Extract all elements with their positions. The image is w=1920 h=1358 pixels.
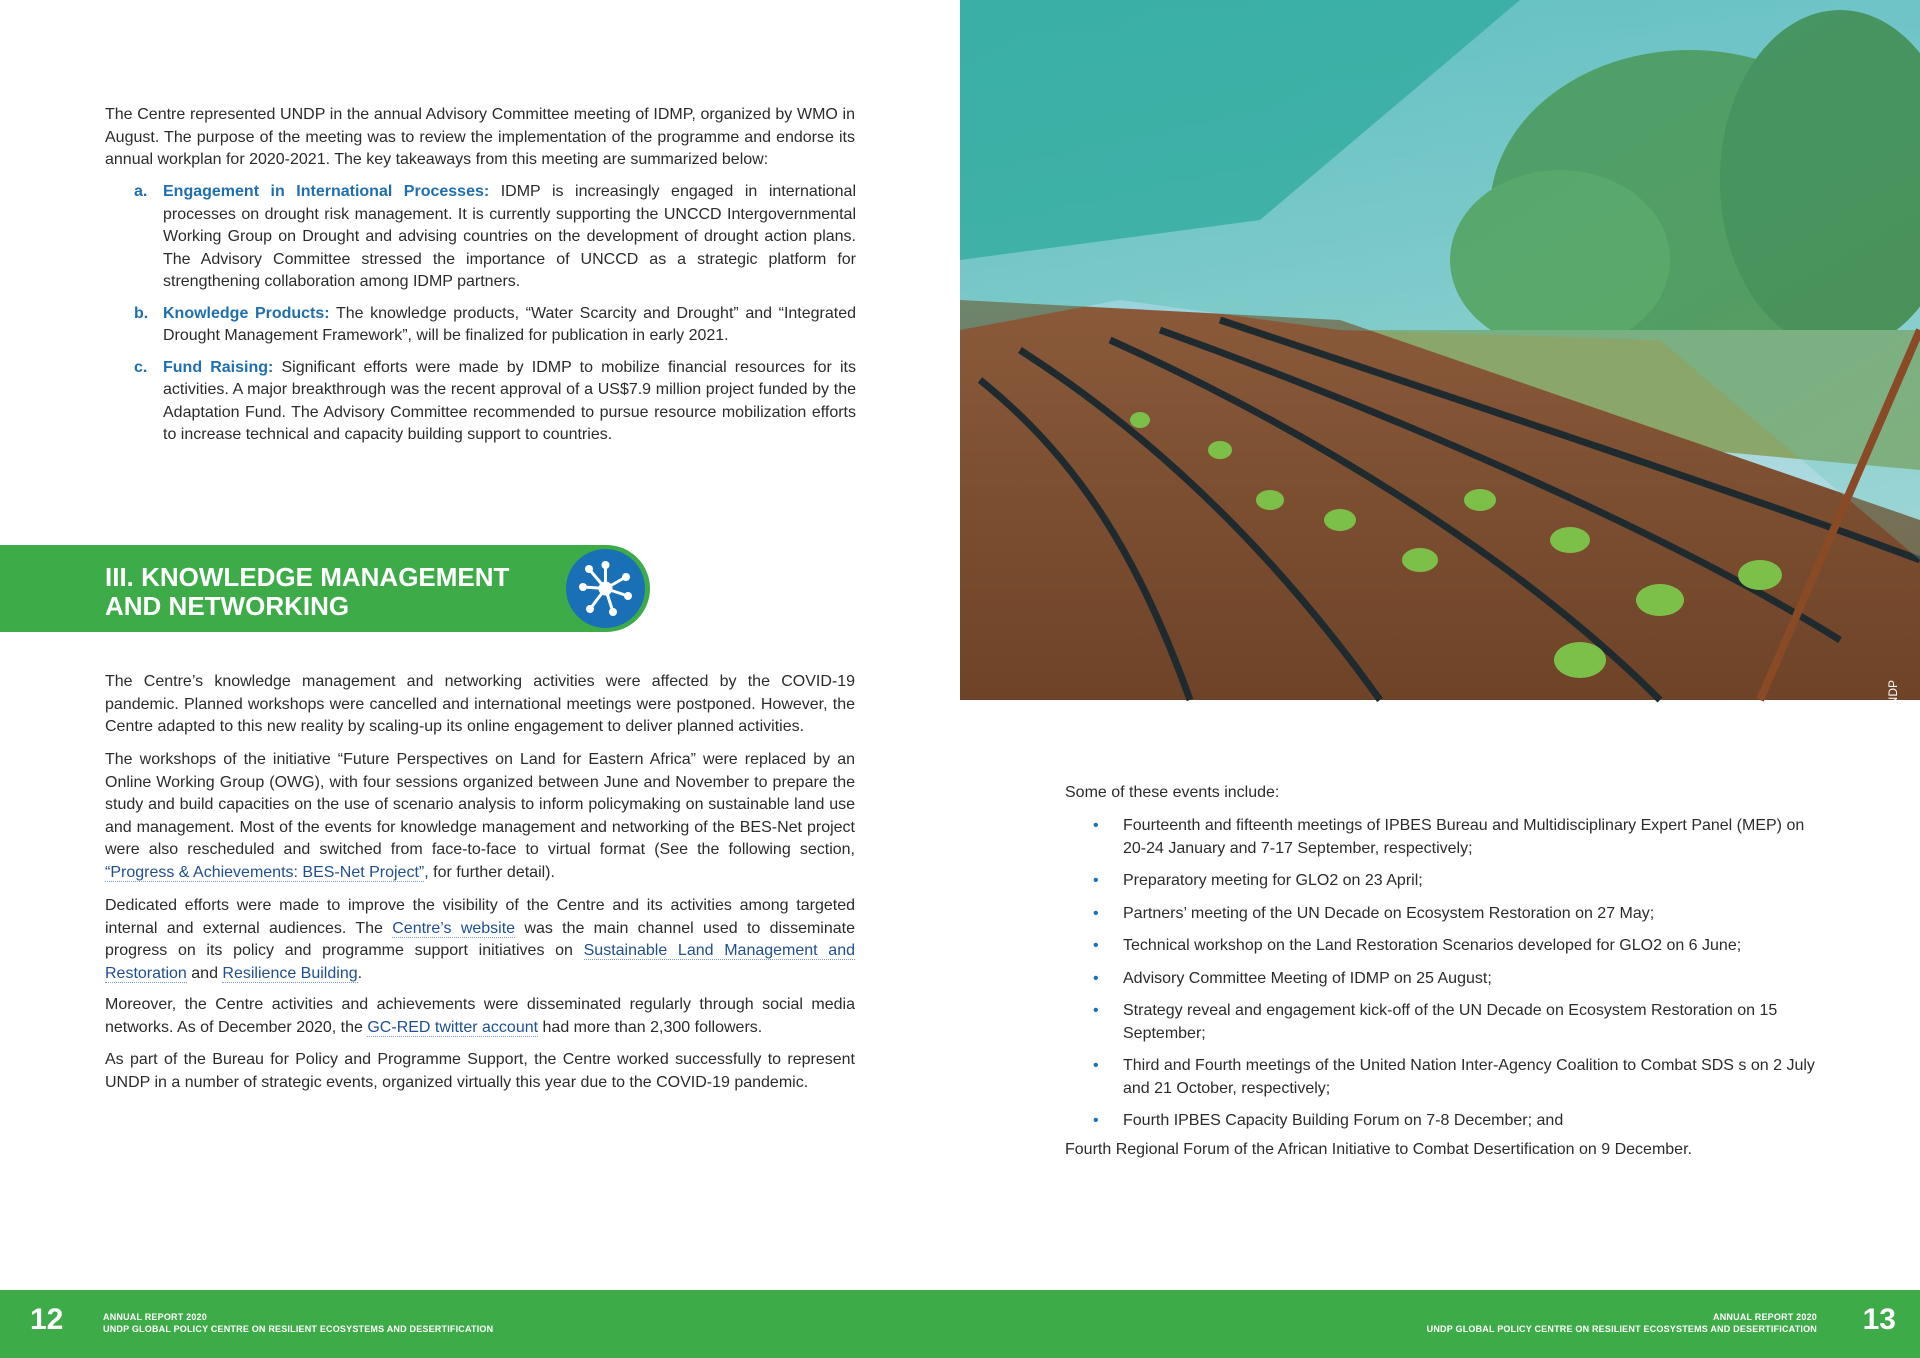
footer-centre-name-left: UNDP GLOBAL POLICY CENTRE ON RESILIENT ECOSYSTEMS AND DESERTIFICATION	[103, 1324, 494, 1334]
events-last: Fourth Regional Forum of the African Initiative to Combat Desertification on 9 December.	[1065, 1141, 1692, 1158]
paragraph-covid: The Centre’s knowledge management and networking activities were affected by the COVID-19 pandemic. Planned workshops were cancelled and international meetings were postponed. However, the Centre adapted to this new reality by scaling-up its online engagement to deliver planned activities.	[105, 673, 855, 735]
takeaway-item	[130, 181, 856, 294]
paragraph-social-media	[105, 994, 855, 1039]
takeaway-text: Significant efforts were made by IDMP to mobilize financial resources for its activities. A major breakthrough was the recent approval of a US$7.9 million project funded by the Adaptation Fund. The Advisory Committee recommended to pursue resource mobilization efforts to increase technical and capacity building support to countries.	[163, 358, 857, 443]
photo-credit: Photo: UNDP	[1886, 680, 1900, 753]
takeaway-heading: Engagement in International Processes:	[163, 183, 490, 200]
bullet-dot: •	[1093, 817, 1099, 834]
twitter-account-link[interactable]: GC-RED twitter account	[367, 1018, 539, 1036]
list-marker: c.	[134, 358, 148, 376]
section-title: III. KNOWLEDGE MANAGEMENT AND NETWORKING	[105, 562, 510, 621]
footer-report-title-right: ANNUAL REPORT 2020	[1713, 1312, 1817, 1322]
list-item	[1090, 968, 1815, 991]
bullet-dot: •	[1093, 969, 1099, 987]
takeaways-list	[130, 181, 856, 456]
paragraph-text: The workshops of the initiative “Future Perspectives on Land for Eastern Africa” were replaced by an Online Working Group (OWG), with four sessions organized between June and November to prepare the study and build capacities on the use of scenario analysis to inform policymaking on sustainable land use and management. Most of the events for knowledge management and networking of the BES-Net project were also rescheduled and switched from face-to-face to virtual format (See the following section,	[105, 751, 855, 858]
page-number-right: 13	[1862, 1303, 1896, 1336]
paragraph-text: , for further detail).	[424, 863, 555, 881]
paragraph-text: was the main channel used to disseminate progress on its policy and programme support initiatives on	[105, 919, 856, 959]
paragraph-text: had more than 2,300 followers.	[538, 1018, 763, 1036]
paragraph-visibility	[105, 895, 855, 985]
bullet-dot: •	[1093, 904, 1099, 922]
slm-restoration-link[interactable]: Sustainable Land Management and Restoration	[105, 942, 855, 982]
greenhouse-photo	[960, 0, 1920, 753]
list-item	[1090, 1000, 1815, 1045]
takeaway-heading: Fund Raising:	[163, 358, 274, 376]
intro-paragraph: The Centre represented UNDP in the annual Advisory Committee meeting of IDMP, organized by WMO in August. The purpose of the meeting was to review the implementation of the programme and endorse its annual workplan for 2020-2021. The key takeaways from this meeting are summarized below:	[105, 106, 855, 168]
paragraph-strategic-events: As part of the Bureau for Policy and Programme Support, the Centre worked successfully to represent UNDP in a number of strategic events, organized virtually this year due to the COVID-19 pandemic.	[105, 1051, 855, 1091]
bullet-dot: •	[1093, 1112, 1099, 1129]
section-header-band	[0, 545, 650, 632]
paragraph-text: Dedicated efforts were made to improve the visibility of the Centre and its activities among targeted internal and external audiences. The	[105, 897, 855, 937]
bullet-dot: •	[1093, 1002, 1099, 1019]
bullet-dot: •	[1093, 872, 1099, 889]
list-item	[1090, 903, 1815, 926]
takeaway-item	[130, 303, 856, 348]
footer-band	[0, 1290, 1920, 1358]
events-intro: Some of these events include:	[1065, 784, 1280, 801]
paragraph-text: .	[357, 964, 363, 982]
page-number-left: 12	[30, 1303, 64, 1336]
event-text: Strategy reveal and engagement kick-off of the UN Decade on Ecosystem Restoration on 15 September;	[1123, 1002, 1778, 1042]
event-text: Technical workshop on the Land Restoration Scenarios developed for GLO2 on 6 June;	[1123, 937, 1742, 954]
event-text: Third and Fourth meetings of the United Nation Inter-Agency Coalition to Combat SDS s on 2 July and 21 October, respectively;	[1123, 1057, 1815, 1097]
paragraph-text: Moreover, the Centre activities and achievements were disseminated regularly through social media networks. As of December 2020, the	[105, 996, 855, 1036]
paragraph-owg	[105, 749, 855, 884]
besnet-section-link[interactable]: “Progress & Achievements: BES-Net Project”	[105, 863, 425, 881]
takeaway-text: The knowledge products, “Water Scarcity and Drought” and “Integrated Drought Management Framework”, will be finalized for publication in early 2021.	[163, 304, 857, 344]
event-text: Preparatory meeting for GLO2 on 23 April;	[1123, 872, 1423, 889]
paragraph-text: and	[186, 964, 223, 982]
centre-website-link[interactable]: Centre’s website	[392, 919, 516, 937]
takeaway-heading: Knowledge Products:	[163, 304, 330, 322]
bullet-dot: •	[1093, 937, 1099, 954]
footer-centre-name-right: UNDP GLOBAL POLICY CENTRE ON RESILIENT ECOSYSTEMS AND DESERTIFICATION	[1426, 1324, 1817, 1334]
takeaway-item	[130, 357, 856, 447]
list-item	[1090, 815, 1815, 860]
resilience-building-link[interactable]: Resilience Building	[222, 964, 358, 982]
event-text: Fourth IPBES Capacity Building Forum on 7-8 December; and	[1123, 1112, 1564, 1129]
footer-report-title-left: ANNUAL REPORT 2020	[103, 1312, 207, 1322]
event-text: Fourteenth and fifteenth meetings of IPBES Bureau and Multidisciplinary Expert Panel (MEP) on 20-24 January and 7-17 September, respectively;	[1123, 817, 1805, 857]
network-icon	[566, 549, 645, 628]
list-item	[1090, 935, 1815, 958]
list-item	[1090, 1110, 1815, 1133]
list-marker: b.	[134, 304, 149, 322]
event-text: Partners’ meeting of the UN Decade on Ecosystem Restoration on 27 May;	[1123, 904, 1655, 922]
right-page	[960, 0, 1920, 1358]
bullet-dot: •	[1093, 1057, 1099, 1074]
list-item	[1090, 870, 1815, 893]
events-list	[1090, 815, 1815, 1143]
list-item	[1090, 1055, 1815, 1100]
event-text: Advisory Committee Meeting of IDMP on 25 August;	[1123, 969, 1492, 987]
list-marker: a.	[134, 183, 148, 200]
takeaway-text: IDMP is increasingly engaged in international processes on drought risk management. It is currently supporting the UNCCD Intergovernmental Working Group on Drought and advising countries on the development of drought action plans. The Advisory Committee stressed the importance of UNCCD as a strategic platform for strengthening collaboration among IDMP partners.	[163, 183, 856, 290]
